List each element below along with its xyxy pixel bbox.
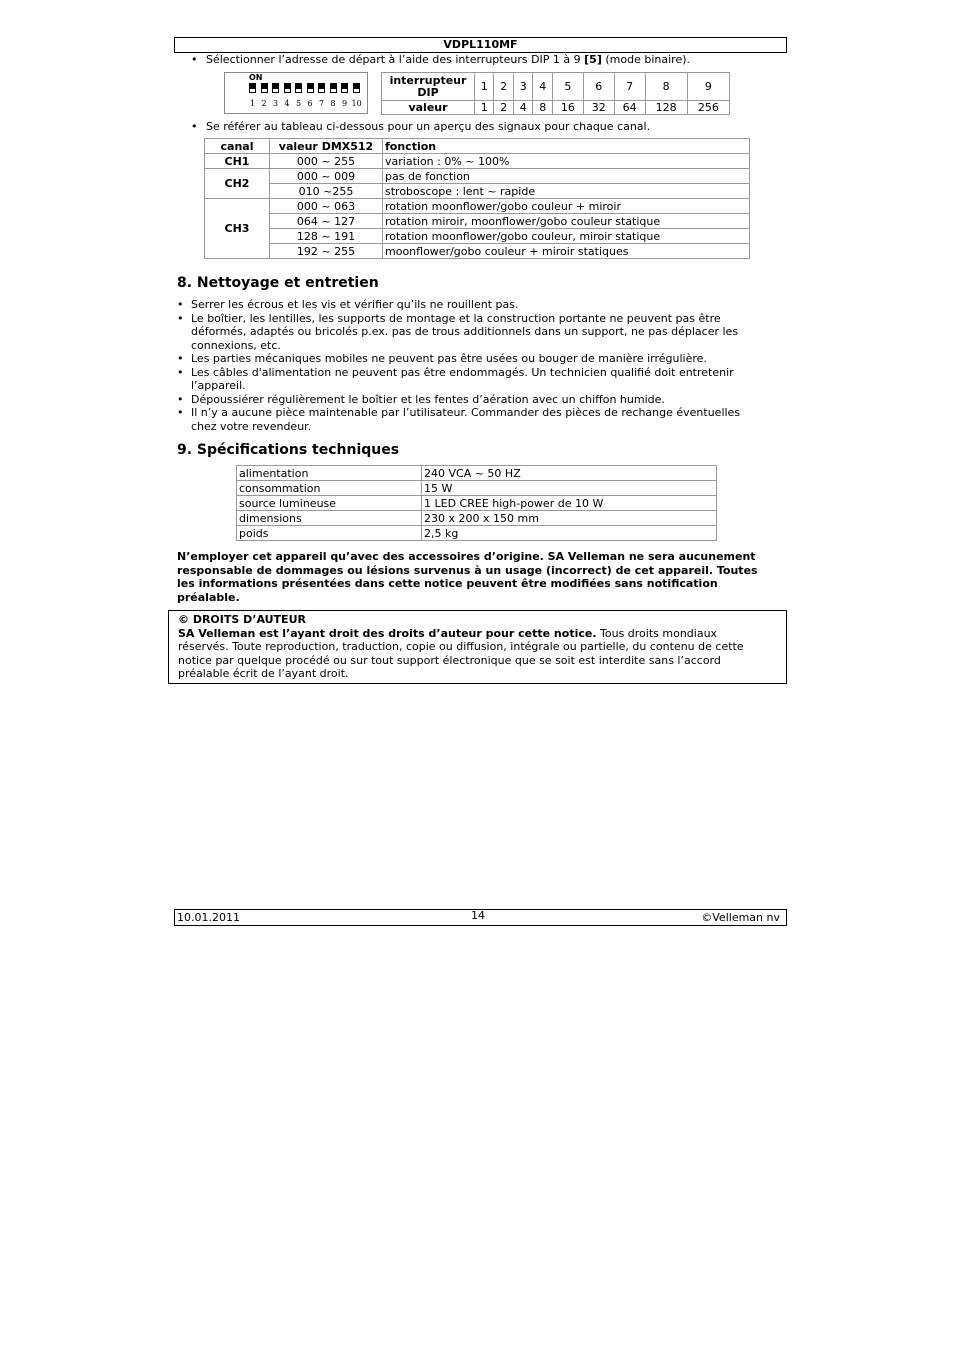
copyright-line: préalable écrit de l’ayant droit. bbox=[178, 667, 349, 680]
function-text: rotation moonflower/gobo couleur + miroir bbox=[383, 199, 750, 214]
bullet-line: déformés, adaptés ou bricolés p.ex. pas de trous additionnels dans un support, ne pas déplacer les bbox=[191, 325, 739, 338]
channel-name: CH2 bbox=[205, 169, 270, 199]
dmx-value: 000 ~ 009 bbox=[270, 169, 383, 184]
dip-number: 9 bbox=[342, 99, 348, 108]
bullet-marker: • bbox=[177, 406, 184, 419]
copyright-line: notice par quelque procédé ou sur tout support électronique que se soit est interdite sans l’accord bbox=[178, 653, 721, 667]
spec-value: 230 x 200 x 150 mm bbox=[422, 511, 717, 526]
warning-paragraph bbox=[177, 550, 777, 604]
bullet-line: Les parties mécaniques mobiles ne peuvent pas être usées ou bouger de manière irrégulière. bbox=[191, 352, 707, 365]
bullet-line: chez votre revendeur. bbox=[191, 419, 312, 433]
dip-number: 6 bbox=[307, 99, 313, 108]
document-header bbox=[174, 37, 787, 53]
value-cell: 32 bbox=[583, 101, 614, 115]
function-text: moonflower/gobo couleur + miroir statiques bbox=[383, 244, 750, 259]
intro-text-end: (mode binaire). bbox=[601, 53, 690, 66]
dip-switch bbox=[330, 83, 337, 93]
dip-number: 10 bbox=[351, 99, 362, 108]
bullet-marker: • bbox=[177, 392, 184, 406]
footer-page-number: 14 bbox=[471, 909, 485, 922]
header-title: VDPL110MF bbox=[443, 38, 518, 51]
dmx-value: 128 ~ 191 bbox=[270, 229, 383, 244]
spec-label: dimensions bbox=[237, 511, 422, 526]
dip-switch bbox=[284, 83, 291, 93]
page-footer bbox=[174, 909, 787, 926]
function-text: variation : 0% ~ 100% bbox=[383, 154, 750, 169]
warning-line: N’employer cet appareil qu’avec des accessoires d’origine. SA Velleman ne sera aucunement bbox=[177, 550, 756, 563]
dip-number: 4 bbox=[284, 99, 290, 108]
dip-switch bbox=[261, 83, 268, 93]
channel-name: CH1 bbox=[205, 154, 270, 169]
dip-switch bbox=[307, 83, 314, 93]
section-9-title: 9. Spécifications techniques bbox=[177, 442, 400, 458]
function-text: rotation miroir, moonflower/gobo couleur statique bbox=[383, 214, 750, 229]
spec-label: consommation bbox=[237, 481, 422, 496]
dmx-value: 192 ~ 255 bbox=[270, 244, 383, 259]
bullet-marker: • bbox=[177, 298, 184, 311]
dip-value-table bbox=[381, 72, 730, 115]
copyright-box bbox=[168, 610, 787, 684]
bullet-marker: • bbox=[177, 311, 184, 325]
function-text: stroboscope : lent ~ rapide bbox=[383, 184, 750, 199]
section-8-title: 8. Nettoyage et entretien bbox=[177, 275, 379, 291]
intro-ref: [5] bbox=[584, 53, 602, 66]
dip-row-label: interrupteur DIP bbox=[382, 73, 475, 101]
dip-number: 2 bbox=[261, 99, 267, 108]
copyright-lead: SA Velleman est l’ayant droit des droits d’auteur pour cette notice. bbox=[178, 626, 597, 640]
dip-switch bbox=[341, 83, 348, 93]
bullet-marker: • bbox=[177, 365, 184, 379]
refer-bullet-text: Se référer au tableau ci-dessous pour un aperçu des signaux pour chaque canal. bbox=[206, 120, 651, 133]
dip-switch-image bbox=[224, 72, 368, 114]
spec-label: poids bbox=[237, 526, 422, 541]
bullet-line: Serrer les écrous et les vis et vérifier qu’ils ne rouillent pas. bbox=[191, 298, 519, 311]
dip-number: 3 bbox=[273, 99, 279, 108]
value-cell: 64 bbox=[614, 101, 645, 115]
col-header-fonction: fonction bbox=[383, 139, 750, 154]
dip-switch bbox=[353, 83, 360, 93]
warning-line: les informations présentées dans cette notice peuvent être modifiées sans notification bbox=[177, 577, 718, 590]
dip-cell: 9 bbox=[687, 73, 729, 101]
spec-value: 15 W bbox=[422, 481, 717, 496]
value-cell: 4 bbox=[513, 101, 532, 115]
dip-cell: 7 bbox=[614, 73, 645, 101]
dmx-value: 000 ~ 063 bbox=[270, 199, 383, 214]
spec-value: 2,5 kg bbox=[422, 526, 717, 541]
intro-bullet-text bbox=[206, 53, 690, 67]
dmx-value: 064 ~ 127 bbox=[270, 214, 383, 229]
dip-switch bbox=[272, 83, 279, 93]
dmx-value: 000 ~ 255 bbox=[270, 154, 383, 169]
col-header-canal: canal bbox=[205, 139, 270, 154]
spec-table bbox=[236, 465, 717, 541]
bullet-line: Il n’y a aucune pièce maintenable par l’utilisateur. Commander des pièces de rechange éventuelles bbox=[191, 406, 741, 419]
dip-on-label: ON bbox=[249, 73, 263, 82]
value-cell: 8 bbox=[533, 101, 552, 115]
bullet-line: Les câbles d'alimentation ne peuvent pas être endommagés. Un technicien qualifié doit entretenir bbox=[191, 365, 734, 379]
spec-value: 240 VCA ~ 50 HZ bbox=[422, 466, 717, 481]
dip-cell: 1 bbox=[475, 73, 494, 101]
value-cell: 2 bbox=[494, 101, 513, 115]
dip-number: 8 bbox=[330, 99, 336, 108]
warning-line: préalable. bbox=[177, 590, 240, 604]
dip-cell: 4 bbox=[533, 73, 552, 101]
channel-name: CH3 bbox=[205, 199, 270, 259]
bullet-marker: • bbox=[191, 53, 198, 66]
dip-cell: 6 bbox=[583, 73, 614, 101]
bullet-marker: • bbox=[191, 120, 198, 133]
intro-text: Sélectionner l’adresse de départ à l’aide des interrupteurs DIP 1 à 9 bbox=[206, 53, 585, 66]
dip-cell: 3 bbox=[513, 73, 532, 101]
channel-table bbox=[204, 138, 750, 259]
dip-cell: 2 bbox=[494, 73, 513, 101]
spec-value: 1 LED CREE high-power de 10 W bbox=[422, 496, 717, 511]
bullet-marker: • bbox=[177, 352, 184, 365]
copyright-rest: Tous droits mondiaux bbox=[596, 626, 718, 640]
copyright-title: © DROITS D’AUTEUR bbox=[178, 613, 306, 626]
dip-cell: 5 bbox=[552, 73, 583, 101]
dip-cell: 8 bbox=[645, 73, 687, 101]
value-cell: 16 bbox=[552, 101, 583, 115]
function-text: rotation moonflower/gobo couleur, miroir statique bbox=[383, 229, 750, 244]
dmx-value: 010 ~255 bbox=[270, 184, 383, 199]
footer-brand: ©Velleman nv bbox=[701, 911, 780, 924]
dip-number: 1 bbox=[250, 99, 256, 108]
spec-label: source lumineuse bbox=[237, 496, 422, 511]
function-text: pas de fonction bbox=[383, 169, 750, 184]
dip-switch bbox=[295, 83, 302, 93]
warning-line: responsable de dommages ou lésions survenus à un usage (incorrect) de cet appareil. Toutes bbox=[177, 563, 758, 577]
footer-date: 10.01.2011 bbox=[177, 911, 240, 924]
value-row-label: valeur bbox=[382, 101, 475, 115]
dip-number: 7 bbox=[319, 99, 325, 108]
bullet-line: l’appareil. bbox=[191, 379, 246, 392]
col-header-dmx: valeur DMX512 bbox=[270, 139, 383, 154]
value-cell: 128 bbox=[645, 101, 687, 115]
copyright-line: réservés. Toute reproduction, traduction, copie ou diffusion, intégrale ou partielle, du contenu de cette bbox=[178, 640, 744, 653]
value-cell: 1 bbox=[475, 101, 494, 115]
copyright-line bbox=[178, 627, 786, 641]
spec-label: alimentation bbox=[237, 466, 422, 481]
dip-switch bbox=[249, 83, 256, 93]
dip-switch bbox=[318, 83, 325, 93]
bullet-line: Le boîtier, les lentilles, les supports de montage et la construction portante ne peuvent pas être bbox=[191, 311, 721, 325]
value-cell: 256 bbox=[687, 101, 729, 115]
dip-number: 5 bbox=[296, 99, 302, 108]
bullet-line: Dépoussiérer régulièrement le boîtier et les fentes d’aération avec un chiffon humide. bbox=[191, 392, 665, 406]
bullet-line: connexions, etc. bbox=[191, 338, 281, 352]
